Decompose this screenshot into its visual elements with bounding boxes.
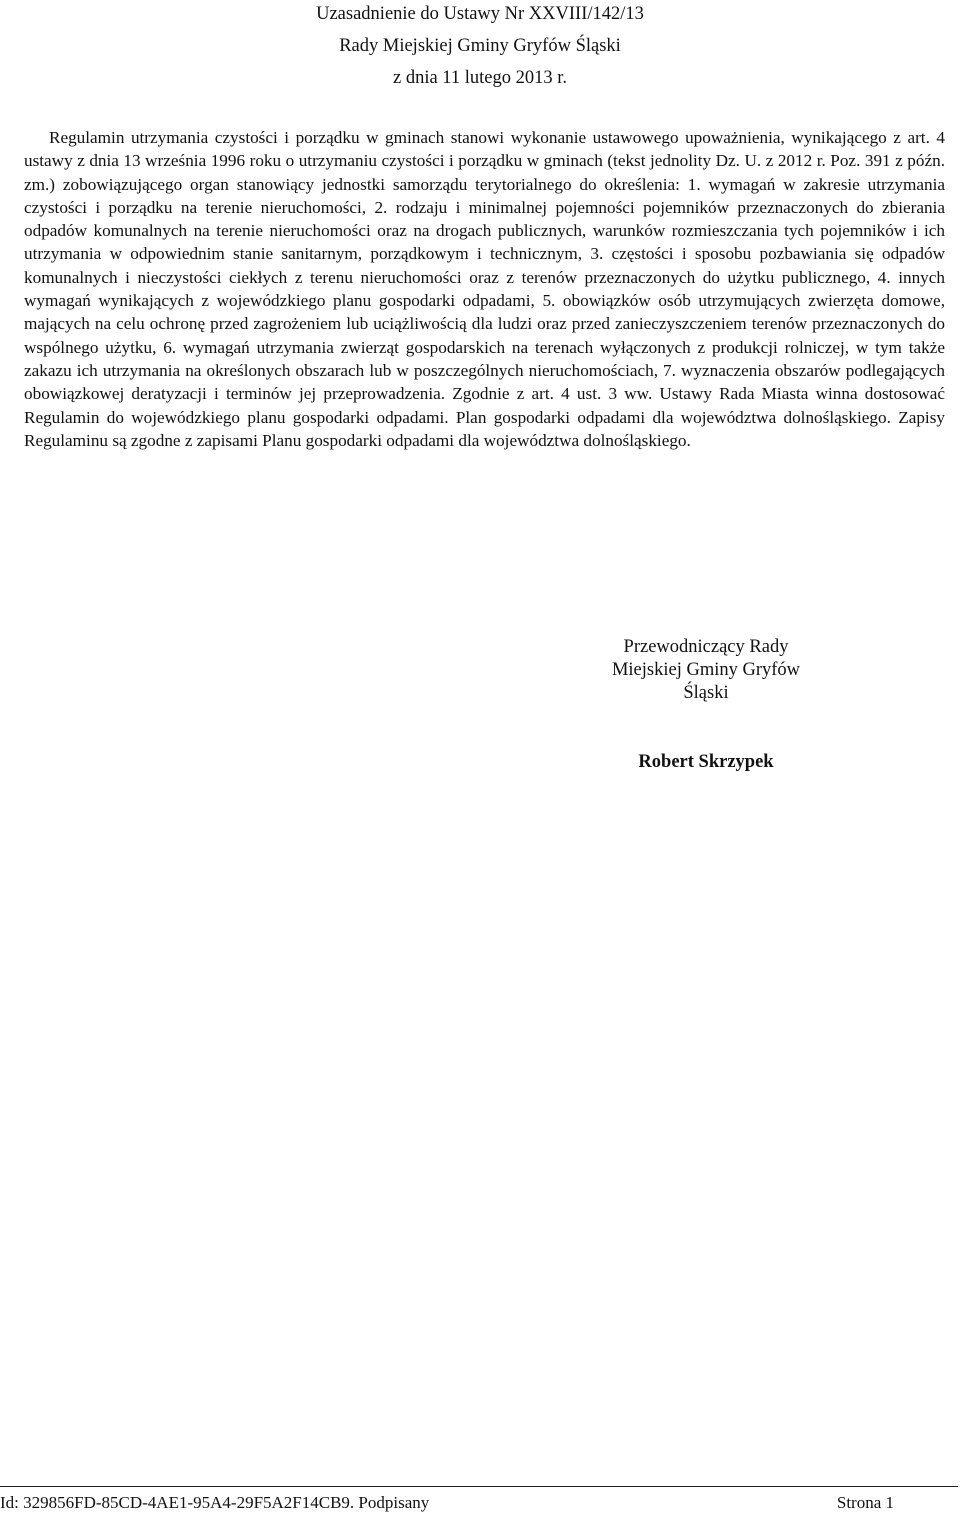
signature-role-line-1: Przewodniczący Rady [623,637,789,657]
document-id: Id: 329856FD-85CD-4AE1-95A4-29F5A2F14CB9. Podpisany [0,1493,430,1512]
signature-role-line-2: Miejskiej Gminy Gryfów [611,660,801,680]
justification-paragraph: Regulamin utrzymania czystości i porządku w gminach stanowi wykonanie ustawowego upoważnienia, wynikającego z art. 4 ustawy z dnia 13 września 1996 roku o utrzymaniu czystości i porządku w gminach (tekst jednolity Dz. U. z 2012 r. Poz. 391 z późn. zm.) zobowiązującego organ stanowiący jednostki samorządu terytorialnego do określenia: 1. wymagań w zakresie utrzymania czystości i porządku na terenie nieruchomości, 2. rodzaju i minimalnej pojemności pojemników przeznaczonych do zbierania odpadów komunalnych na terenie nieruchomości oraz na drogach publicznych, warunków rozmieszczania tych pojemników i ich utrzymania w odpowiednim stanie sanitarnym, porządkowym i technicznym, 3. częstości i sposobu pozbawiania się odpadów komunalnych i nieczystości ciekłych z terenu nieruchomości oraz z terenów przeznaczonych do użytku publicznego, 4. innych wymagań wynikających z wojewódzkiego planu gospodarki odpadami, 5. obowiązków osób utrzymujących zwierzęta domowe, mających na celu ochronę przed zagrożeniem lub uciążliwością dla ludzi oraz przed zanieczyszczeniem terenów przeznaczonych do wspólnego użytku, 6. wymagań utrzymania zwierząt gospodarskich na terenach wyłączonych z produkcji rolniczej, w tym także zakazu ich utrzymania na określonych obszarach lub w poszczególnych nieruchomościach, 7. wyznaczenia obszarów podlegających obowiązkowej deratyzacji i terminów jej przeprowadzenia. Zgodnie z art. 4 ust. 3 ww. Ustawy Rada Miasta winna dostosować Regulamin do wojewódzkiego planu gospodarki odpadami. Plan gospodarki odpadami dla województwa dolnośląskiego. Zapisy Regulaminu są zgodne z zapisami Planu gospodarki odpadami dla województwa dolnośląskiego. [24,128,945,450]
signature-role-line-3: Śląski [683,683,729,703]
document-date: z dnia 11 lutego 2013 r. [392,68,567,88]
footer-divider [0,1486,958,1487]
document-issuer: Rady Miejskiej Gminy Gryfów Śląski [339,36,621,56]
document-title: Uzasadnienie do Ustawy Nr XXVIII/142/13 [316,4,644,24]
signature-block [580,636,832,774]
page-number: Strona 1 [836,1493,894,1512]
signatory-name: Robert Skrzypek [638,752,774,772]
